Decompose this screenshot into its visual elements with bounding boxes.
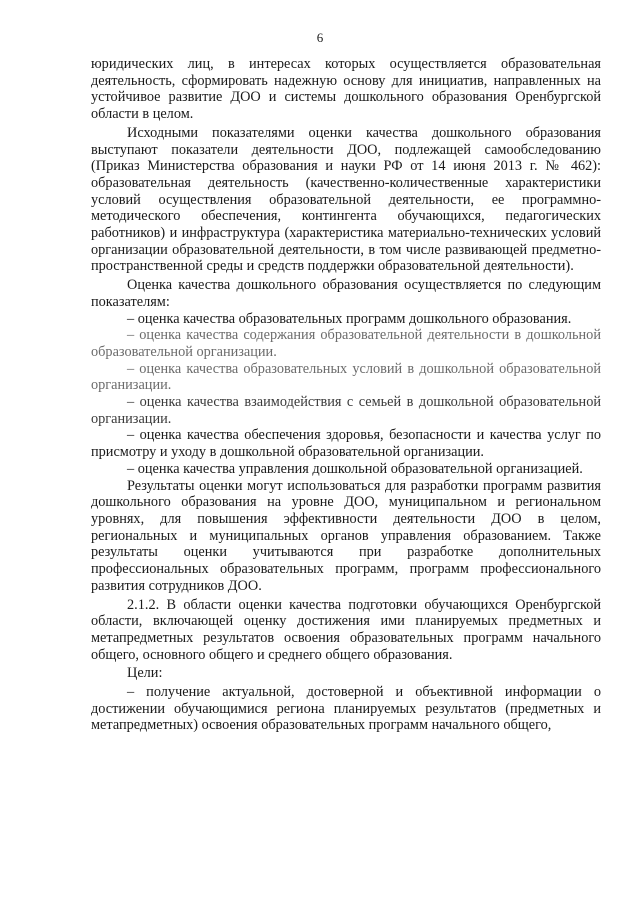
list-item: – оценка качества образовательных условий в дошкольной образовательной организации. xyxy=(91,360,601,394)
list-item: – оценка качества обеспечения здоровья, безопасности и качества услуг по присмотру и уходу в дошкольной образовательной организации. xyxy=(91,427,601,461)
paragraph: Исходными показателями оценки качества дошкольного образования выступают показатели деятельности ДОО, подлежащей самообследованию (Приказ Министерства образования и науки РФ от 14 июня 2013 г. № 462): образовательная деятельность (качественно-количественные характеристики условий осуществления образовательной деятельности, ее программно-методического обеспечения, контингента обучающихся, педагогических работников) и инфраструктура (характеристика материально-технических условий организации образовательной деятельности, в том числе развивающей предметно-пространственной среды и средств поддержки образовательной деятельности). xyxy=(91,124,601,275)
page-number: 6 xyxy=(316,30,324,45)
list-item: – оценка качества управления дошкольной образовательной организацией. xyxy=(127,460,583,477)
list-item: – оценка качества взаимодействия с семьей в дошкольной образовательной организации. xyxy=(91,394,601,427)
list-item: – оценка качества содержания образовательной деятельности в дошкольной образовательной организации. xyxy=(91,327,601,360)
paragraph: Результаты оценки могут использоваться для разработки программ развития дошкольного образования на уровне ДОО, муниципальном и региональном уровнях, для повышения эффективности деятельности ДОО в целом, региональных и муниципальных органов управления образованием. Также результаты оценки учитываются при разработке дополнительных профессиональных образовательных программ, программ профессионального развития сотрудников ДОО. xyxy=(91,477,601,594)
paragraph: юридических лиц, в интересах которых осуществляется образовательная деятельность, сформировать надежную основу для инициатив, направленных на устойчивое развитие ДОО и системы дошкольного образования Оренбургской области в целом. xyxy=(91,56,601,123)
list-item: – оценка качества образовательных программ дошкольного образования. xyxy=(127,310,572,327)
document-body xyxy=(91,56,601,734)
paragraph: Оценка качества дошкольного образования осуществляется по следующим показателям: xyxy=(91,277,601,310)
section-heading-paragraph: 2.1.2. В области оценки качества подготовки обучающихся Оренбургской области, включающей оценку достижения ими планируемых предметных и метапредметных результатов освоения образовательных программ начального общего, основного общего и среднего общего образования. xyxy=(91,596,601,663)
goals-label: Цели: xyxy=(127,665,163,682)
list-item: – получение актуальной, достоверной и объективной информации о достижении обучающимися региона планируемых результатов (предметных и метапредметных) освоения образовательных программ начального общего, xyxy=(91,684,601,734)
